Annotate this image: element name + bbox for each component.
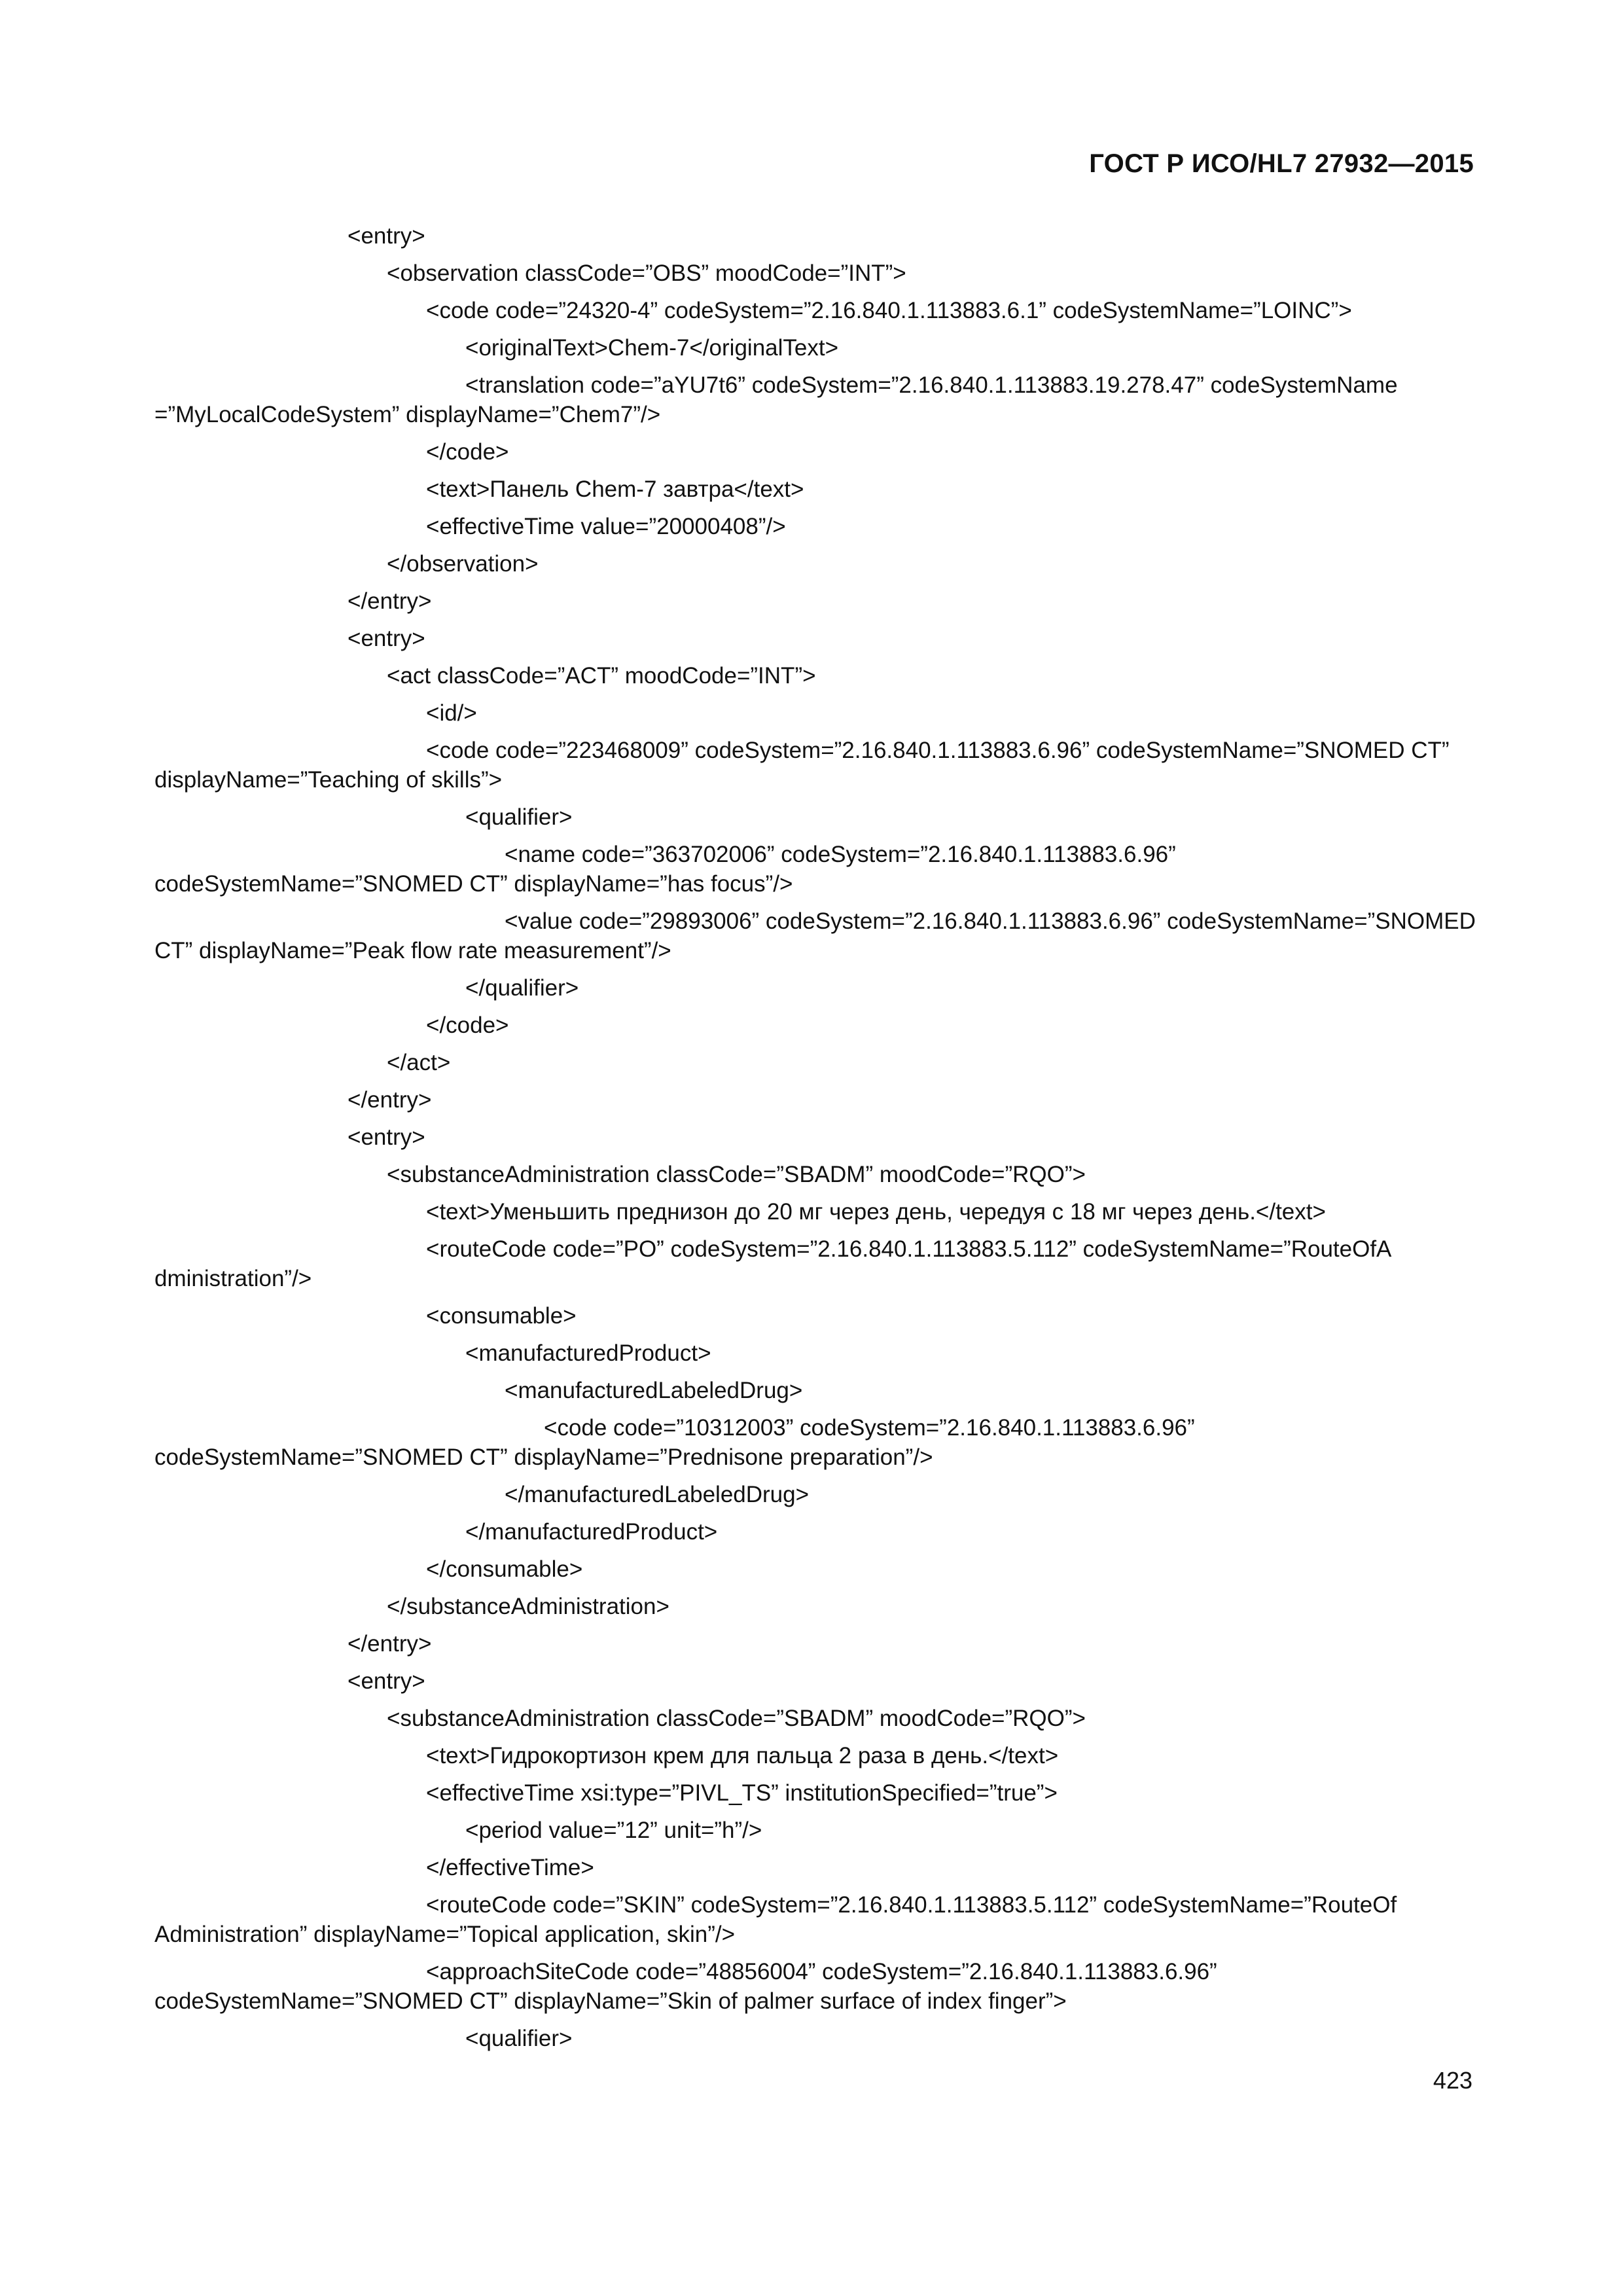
code-line: <manufacturedLabeledDrug> bbox=[505, 1378, 803, 1403]
code-line: <effectiveTime value=”20000408”/> bbox=[426, 514, 786, 539]
code-line: <originalText>Chem-7</originalText> bbox=[465, 335, 839, 361]
code-line: <name code=”363702006” codeSystem=”2.16.840.1.113883.6.96” codeSystemName=”SNOMED CT” displayName=”has focus”/> bbox=[154, 842, 1183, 897]
code-line: <entry> bbox=[348, 626, 425, 651]
code-line: <text>Панель Chem-7 завтра</text> bbox=[426, 476, 804, 502]
code-line: <substanceAdministration classCode=”SBADM” moodCode=”RQO”> bbox=[387, 1162, 1086, 1187]
code-line: <consumable> bbox=[426, 1303, 577, 1329]
code-line: </manufacturedProduct> bbox=[465, 1519, 718, 1545]
code-line: <text>Гидрокортизон крем для пальца 2 раза в день.</text> bbox=[426, 1743, 1059, 1768]
code-line: </consumable> bbox=[426, 1556, 583, 1582]
code-line: <code code=”24320-4” codeSystem=”2.16.840.1.113883.6.1” codeSystemName=”LOINC”> bbox=[426, 298, 1352, 323]
code-line: <period value=”12” unit=”h”/> bbox=[465, 1818, 762, 1843]
code-line: <entry> bbox=[348, 223, 425, 249]
page-number: 423 bbox=[1433, 2067, 1472, 2094]
code-line: <observation classCode=”OBS” moodCode=”INT”> bbox=[387, 260, 906, 286]
code-line: </observation> bbox=[387, 551, 539, 577]
code-line: <id/> bbox=[426, 700, 477, 726]
code-line: </effectiveTime> bbox=[426, 1855, 594, 1880]
code-line: <entry> bbox=[348, 1124, 425, 1150]
code-line: <routeCode code=”PO” codeSystem=”2.16.840.1.113883.5.112” codeSystemName=”RouteOfA dministration”/> bbox=[154, 1236, 1397, 1291]
code-line: <substanceAdministration classCode=”SBADM” moodCode=”RQO”> bbox=[387, 1706, 1086, 1731]
code-line: <qualifier> bbox=[465, 804, 573, 830]
code-line: <entry> bbox=[348, 1668, 425, 1694]
code-line: <qualifier> bbox=[465, 2026, 573, 2051]
code-line: <code code=”223468009” codeSystem=”2.16.840.1.113883.6.96” codeSystemName=”SNOMED CT” displayName=”Teaching of skills”> bbox=[154, 738, 1456, 793]
code-line: </entry> bbox=[348, 1631, 432, 1657]
code-line: </entry> bbox=[348, 588, 432, 614]
code-line: </act> bbox=[387, 1050, 451, 1075]
code-line: <translation code=”aYU7t6” codeSystem=”2.16.840.1.113883.19.278.47” codeSystemName =”MyLocalCodeSystem” displayName=”Chem7”/> bbox=[154, 372, 1404, 427]
code-line: <value code=”29893006” codeSystem=”2.16.840.1.113883.6.96” codeSystemName=”SNOMED CT” displayName=”Peak flow rate measurement”/> bbox=[154, 908, 1482, 963]
code-line: <routeCode code=”SKIN” codeSystem=”2.16.840.1.113883.5.112” codeSystemName=”RouteOf Administration” displayName=”Topical application, skin”/> bbox=[154, 1892, 1402, 1947]
code-line: <approachSiteCode code=”48856004” codeSystem=”2.16.840.1.113883.6.96” codeSystemName=”SNOMED CT” displayName=”Skin of palmer surface of index finger”> bbox=[154, 1959, 1224, 2014]
code-line: <text>Уменьшить преднизон до 20 мг через день, чередуя с 18 мг через день.</text> bbox=[426, 1199, 1326, 1225]
code-line: </substanceAdministration> bbox=[387, 1594, 669, 1619]
code-line: </qualifier> bbox=[465, 975, 579, 1001]
xml-code-listing bbox=[154, 221, 1482, 2061]
code-line: </manufacturedLabeledDrug> bbox=[505, 1482, 810, 1507]
document-header: ГОСТ Р ИСО/HL7 27932—2015 bbox=[1089, 149, 1474, 178]
code-line: <code code=”10312003” codeSystem=”2.16.840.1.113883.6.96” codeSystemName=”SNOMED CT” displayName=”Prednisone preparation”/> bbox=[154, 1415, 1202, 1470]
code-line: </code> bbox=[426, 1013, 509, 1038]
code-line: <effectiveTime xsi:type=”PIVL_TS” institutionSpecified=”true”> bbox=[426, 1780, 1058, 1806]
code-line: </entry> bbox=[348, 1087, 432, 1113]
code-line: <manufacturedProduct> bbox=[465, 1340, 711, 1366]
code-line: </code> bbox=[426, 439, 509, 465]
code-line: <act classCode=”ACT” moodCode=”INT”> bbox=[387, 663, 816, 689]
